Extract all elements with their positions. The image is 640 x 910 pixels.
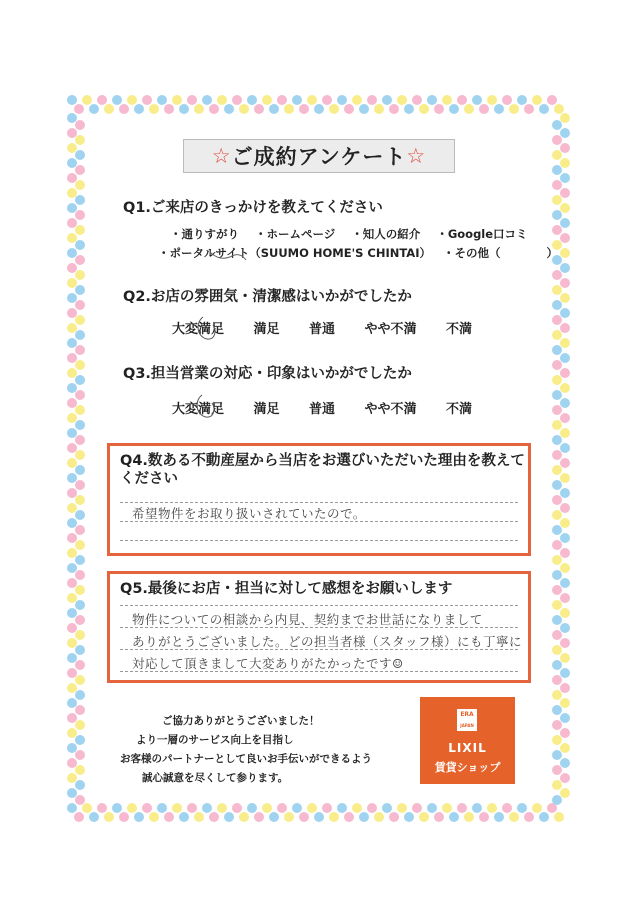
thank-you-message — [120, 712, 410, 788]
dotted-line — [120, 521, 518, 522]
thanks-line: ご協力ありがとうございました！ — [162, 715, 320, 727]
option-passing-by: ・通りすがり — [170, 227, 239, 241]
q5-answer-box — [107, 571, 531, 683]
logo-brand: LIXIL — [448, 741, 487, 755]
scale-neutral: 普通 — [308, 402, 335, 417]
scale-satisfied: 満足 — [253, 322, 280, 337]
thanks-line: お客様のパートナーとして良いお手伝いができるよう — [120, 753, 372, 765]
q4-label — [120, 452, 525, 488]
era-sub-text: JAPAN — [460, 723, 474, 728]
q4-answer: 希望物件をお取り扱いされていたので。 — [132, 506, 366, 521]
scale-somewhat-dissatisfied: やや不満 — [364, 402, 417, 417]
dotted-line — [120, 605, 518, 606]
q5-answer-line3: 対応して頂きまして大変ありがたかったです☺ — [132, 656, 404, 671]
dotted-line — [120, 502, 518, 503]
thanks-line: より一層のサービス向上を目指し — [136, 734, 294, 746]
era-text: ERA — [460, 711, 474, 718]
q5-label: Q5.最後にお店・担当に対して感想をお願いします — [120, 581, 453, 597]
circle-mark — [197, 395, 214, 417]
q1-label: Q1.ご来店のきっかけを教えてください — [123, 200, 383, 216]
q4-label-line1: Q4.数ある不動産屋から当店をお選びいただいた理由を教えて — [120, 453, 525, 469]
scale-dissatisfied: 不満 — [445, 322, 472, 337]
scale-satisfied: 満足 — [253, 402, 280, 417]
scribble-mark — [210, 252, 246, 260]
q5-answer-line2: ありがとうございました。どの担当者様（スタッフ様）にも丁寧に — [132, 634, 523, 649]
option-portal-site: ・ポータルサイト（SUUMO HOME'S CHINTAI） — [158, 246, 431, 260]
option-homepage: ・ホームページ — [255, 227, 336, 241]
dotted-line — [120, 649, 518, 650]
scale-dissatisfied: 不満 — [445, 402, 472, 417]
scale-neutral: 普通 — [308, 322, 335, 337]
title-text: ご成約アンケート — [231, 145, 407, 169]
option-other: ・その他（ ） — [443, 246, 558, 260]
scale-very-satisfied: 大変満足 — [172, 402, 225, 417]
scale-somewhat-dissatisfied: やや不満 — [364, 322, 417, 337]
option-google-review: ・Google口コミ — [436, 227, 528, 241]
star-icon: ☆ — [211, 144, 232, 168]
era-logo-icon — [457, 709, 477, 731]
q5-answer-line1: 物件についての相談から内見、契約までお世話になりまして — [132, 612, 483, 627]
q2-label: Q2.お店の雰囲気・清潔感はいかがでしたか — [123, 289, 412, 305]
lixil-logo — [420, 697, 515, 784]
option-referral: ・知人の紹介 — [351, 227, 421, 241]
star-icon: ☆ — [406, 144, 427, 168]
circle-mark — [198, 317, 215, 339]
thanks-line: 誠心誠意を尽くして参ります。 — [142, 772, 289, 784]
q4-answer-box — [107, 443, 531, 556]
dotted-line — [120, 540, 518, 541]
q3-label: Q3.担当営業の対応・印象はいかがでしたか — [123, 366, 412, 382]
dotted-line — [120, 627, 518, 628]
scale-very-satisfied: 大変満足 — [172, 322, 225, 337]
dotted-line — [120, 671, 518, 672]
q4-label-line2: ください — [120, 471, 178, 487]
logo-shop-name: 賃貸ショップ — [434, 761, 501, 774]
